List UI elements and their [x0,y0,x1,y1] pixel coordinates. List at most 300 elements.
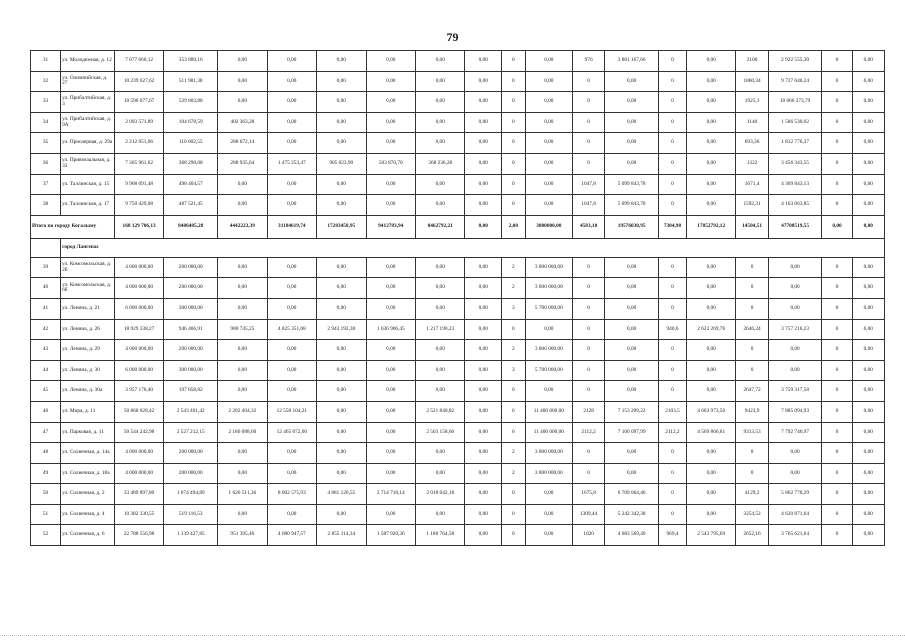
value-cell: 0 [822,504,852,525]
value-cell: 0 [736,360,768,381]
value-cell: 2 503 158,66 [415,422,464,443]
value-cell: 18 929 338,27 [114,319,163,340]
value-cell: 969,4 [659,525,687,546]
value-cell: 0,00 [686,51,735,72]
total-label: Итого по городу Когалыму [31,215,115,238]
value-cell: 0,00 [267,92,316,113]
value-cell: 0 [822,112,852,133]
value-cell: 50 868 028,42 [114,401,163,422]
total-value-cell: 47708519,55 [768,215,822,238]
value-cell: 0,00 [465,133,502,154]
value-cell: 0,00 [218,257,267,278]
value-cell: 3 757 216,23 [768,319,822,340]
value-cell: 0,00 [525,381,572,402]
value-cell: 0,00 [366,298,415,319]
value-cell: 0,00 [267,340,316,361]
value-cell: 22 788 556,98 [114,525,163,546]
value-cell: 4 680 947,57 [267,525,316,546]
value-cell: 0,00 [366,278,415,299]
value-cell: 951 395,46 [218,525,267,546]
value-cell: 0,00 [218,443,267,464]
value-cell: 3 800 000,00 [525,463,572,484]
value-cell: 1 586 530,02 [768,112,822,133]
value-cell: 3 759 317,58 [768,381,822,402]
value-cell: 3 456 343,55 [768,153,822,174]
value-cell: 7 885 094,93 [768,401,822,422]
value-cell: 0,00 [852,443,884,464]
value-cell: 200 000,00 [164,340,218,361]
value-cell: 0 [659,278,687,299]
row-number-cell: 49 [31,463,61,484]
row-number-cell: 39 [31,257,61,278]
value-cell: 5 242 342,38 [605,504,659,525]
value-cell: 402 363,28 [218,112,267,133]
address-cell: ул. Комсомольская, д. 6б [61,278,115,299]
total-value-cell: 3800000,00 [525,215,572,238]
value-cell: 0 [822,92,852,113]
value-cell: 0,00 [768,257,822,278]
value-cell: 300 000,00 [164,360,218,381]
address-cell: ул. Мира, д. 11 [61,401,115,422]
value-cell: 0 [502,112,526,133]
value-cell: 1671,4 [736,174,768,195]
value-cell: 0,00 [366,174,415,195]
total-row [31,215,885,238]
value-cell: 7 365 961,62 [114,153,163,174]
value-cell: 0,00 [852,319,884,340]
value-cell: 0,00 [317,463,366,484]
value-cell: 1 217 190,23 [415,319,464,340]
value-cell: 0,00 [852,92,884,113]
row-number-cell: 41 [31,298,61,319]
value-cell: 1860,34 [736,71,768,92]
value-cell: 200 000,00 [164,257,218,278]
value-cell: 0 [572,298,604,319]
value-cell: 0 [822,298,852,319]
value-cell: 0,00 [852,112,884,133]
value-cell: 3 801 167,66 [605,51,659,72]
value-cell: 0,00 [686,298,735,319]
value-cell: 0,00 [366,195,415,216]
value-cell: 10 596 077,67 [114,92,163,113]
value-cell: 0,00 [415,92,464,113]
table-row [31,133,885,154]
value-cell: 1322 [736,153,768,174]
value-cell: 4 603 973,50 [686,401,735,422]
table-row [31,71,885,92]
value-cell: 0 [659,195,687,216]
page-number: 79 [446,30,459,44]
value-cell: 10 382 330,55 [114,504,163,525]
address-cell: ул. Прибалтийская, д. 3 [61,92,115,113]
value-cell: 12 465 072,00 [267,422,316,443]
value-cell: 0,00 [852,525,884,546]
table-row [31,51,885,72]
value-cell: 0,00 [686,504,735,525]
table-row [31,112,885,133]
value-cell: 0,00 [465,340,502,361]
value-cell: 0,00 [218,174,267,195]
total-value-cell: 8406485,28 [164,215,218,238]
value-cell: 0,00 [317,174,366,195]
value-cell: 4 083 569,49 [605,525,659,546]
address-cell: ул. Солнечная, д. 18а [61,463,115,484]
value-cell: 0,00 [267,51,316,72]
value-cell: 0,00 [852,51,884,72]
address-cell: ул. Ленина, д. 30 [61,360,115,381]
address-cell: ул. Солнечная, д. 6 [61,525,115,546]
value-cell: 7 100 097,99 [605,422,659,443]
value-cell: 0 [659,360,687,381]
value-cell: 0,00 [852,401,884,422]
row-number-cell: 48 [31,443,61,464]
value-cell: 0,00 [218,504,267,525]
value-cell: 0 [572,133,604,154]
value-cell: 12 558 104,21 [267,401,316,422]
value-cell: 0,00 [366,51,415,72]
value-cell: 9313,53 [736,422,768,443]
value-cell: 0,00 [686,153,735,174]
value-cell: 0,00 [465,463,502,484]
value-cell: 0,00 [852,340,884,361]
value-cell: 0,00 [605,463,659,484]
value-cell: 110 602,55 [164,133,218,154]
value-cell: 0,00 [415,360,464,381]
address-cell: ул. Солнечная, д. 2 [61,484,115,505]
value-cell: 1 180 764,58 [415,525,464,546]
row-number-cell: 37 [31,174,61,195]
value-cell: 0 [572,112,604,133]
row-number-cell: 51 [31,504,61,525]
table-row [31,319,885,340]
value-cell: 1 475 253,47 [267,153,316,174]
value-cell: 6 000 000,00 [114,360,163,381]
value-cell: 0,00 [317,422,366,443]
value-cell: 4129,2 [736,484,768,505]
value-cell: 4 000 000,00 [114,278,163,299]
value-cell: 0,00 [415,381,464,402]
value-cell: 0,00 [852,504,884,525]
value-cell: 0,00 [267,174,316,195]
value-cell: 0 [502,153,526,174]
total-value-cell: 19576030,95 [605,215,659,238]
value-cell: 1675,8 [572,484,604,505]
value-cell: 0,00 [366,133,415,154]
value-cell: 0 [572,443,604,464]
value-cell: 0 [572,71,604,92]
value-cell: 2100 [736,51,768,72]
row-number-cell: 35 [31,133,61,154]
value-cell: 300 000,00 [164,298,218,319]
value-cell: 0 [502,381,526,402]
value-cell: 0,00 [465,257,502,278]
value-cell: 0,00 [267,463,316,484]
value-cell: 0,00 [686,278,735,299]
value-cell: 0,00 [218,51,267,72]
city-heading: город Лангепас [61,238,885,257]
address-cell: ул. Привокзальная, д. 33 [61,153,115,174]
value-cell: 0 [572,340,604,361]
value-cell: 0,00 [465,112,502,133]
value-cell: 0,00 [415,51,464,72]
value-cell: 0 [572,463,604,484]
value-cell: 3 957 176,40 [114,381,163,402]
value-cell: 0 [659,504,687,525]
value-cell: 0 [822,484,852,505]
value-cell: 3 800 000,00 [525,278,572,299]
value-cell: 0,00 [218,463,267,484]
value-cell: 0,00 [525,112,572,133]
value-cell: 0,00 [267,360,316,381]
value-cell: 0,00 [415,340,464,361]
value-cell: 0 [502,525,526,546]
value-cell: 498 404,57 [164,174,218,195]
value-cell: 529 803,88 [164,92,218,113]
value-cell: 104 678,59 [164,112,218,133]
row-number-cell: 32 [31,71,61,92]
value-cell: 0 [502,195,526,216]
value-cell: 368 236,28 [415,153,464,174]
table-row [31,381,885,402]
value-cell: 511 981,38 [164,71,218,92]
value-cell: 0 [572,153,604,174]
value-cell: 0,00 [605,319,659,340]
value-cell: 0,00 [852,484,884,505]
value-cell: 0,00 [415,298,464,319]
value-cell: 50 544 242,98 [114,422,163,443]
value-cell: 7 153 209,22 [605,401,659,422]
value-cell: 503 870,70 [366,153,415,174]
total-value-cell: 168 129 706,13 [114,215,163,238]
value-cell: 0,00 [525,133,572,154]
value-cell: 33 489 897,80 [114,484,163,505]
value-cell: 10 239 627,62 [114,71,163,92]
value-cell: 0 [659,443,687,464]
value-cell: 2 543 795,69 [686,525,735,546]
value-cell: 0,00 [465,319,502,340]
address-cell: ул. Комсомольская, д. 2б [61,257,115,278]
value-cell: 0 [822,51,852,72]
table-row [31,153,885,174]
row-number-cell: 50 [31,484,61,505]
value-cell: 0,00 [768,360,822,381]
value-cell: 0,00 [465,381,502,402]
value-cell: 0 [659,298,687,319]
value-cell: 0,00 [415,443,464,464]
row-number-cell: 40 [31,278,61,299]
value-cell: 0 [659,71,687,92]
value-cell: 0,00 [525,92,572,113]
value-cell: 0 [659,112,687,133]
value-cell: 2 [502,443,526,464]
value-cell: 0,00 [267,195,316,216]
value-cell: 0,00 [218,92,267,113]
value-cell: 0,00 [525,195,572,216]
address-cell: ул. Таллинская, д. 17 [61,195,115,216]
value-cell: 0,00 [605,360,659,381]
value-cell: 0,00 [852,278,884,299]
table-row [31,92,885,113]
value-cell: 4 881 120,55 [317,484,366,505]
value-cell: 0,00 [317,112,366,133]
value-cell: 519 116,53 [164,504,218,525]
value-cell: 0,00 [465,174,502,195]
value-cell: 2112,2 [572,422,604,443]
value-cell: 0,00 [317,51,366,72]
value-cell: 0,00 [366,504,415,525]
value-cell: 6 709 064,46 [605,484,659,505]
table-row [31,257,885,278]
value-cell: 0,00 [768,298,822,319]
value-cell: 0 [659,153,687,174]
value-cell: 0,00 [686,484,735,505]
value-cell: 0,00 [267,278,316,299]
value-cell: 8 002 575,93 [267,484,316,505]
value-cell: 0,00 [415,174,464,195]
value-cell: 0,00 [605,71,659,92]
value-cell: 946 466,91 [164,319,218,340]
value-cell: 0,00 [686,443,735,464]
value-cell: 2 714 718,14 [366,484,415,505]
value-cell: 2 543 401,42 [164,401,218,422]
address-cell: ул. Солнечная, д. 4 [61,504,115,525]
value-cell: 0,00 [366,257,415,278]
value-cell: 1 636 906,45 [366,319,415,340]
value-cell: 4 825 351,08 [267,319,316,340]
value-cell: 0 [822,525,852,546]
value-cell: 4 000 000,00 [114,257,163,278]
value-cell: 2646,24 [736,319,768,340]
value-cell: 0,00 [605,153,659,174]
value-cell: 0 [659,51,687,72]
value-cell: 9 727 646,24 [768,71,822,92]
value-cell: 0 [822,195,852,216]
value-cell: 0,00 [366,401,415,422]
value-cell: 0 [822,153,852,174]
value-cell: 0,00 [605,133,659,154]
value-cell: 0 [736,257,768,278]
value-cell: 9423,9 [736,401,768,422]
address-cell: ул. Ленина, д. 29 [61,340,115,361]
value-cell: 4 569 866,61 [686,422,735,443]
value-cell: 2 622 269,76 [686,319,735,340]
total-value-cell: 0,00 [822,215,852,238]
value-cell: 0,00 [317,443,366,464]
value-cell: 0 [502,71,526,92]
value-cell: 2 212 051,06 [114,133,163,154]
value-cell: 353 880,16 [164,51,218,72]
value-cell: 693,36 [736,133,768,154]
value-cell: 0,00 [852,153,884,174]
total-value-cell: 8462792,21 [415,215,464,238]
table-row [31,360,885,381]
value-cell: 0,00 [415,195,464,216]
value-cell: 0 [822,422,852,443]
total-value-cell: 4442223,39 [218,215,267,238]
value-cell: 0,00 [218,195,267,216]
value-cell: 7 792 746,97 [768,422,822,443]
value-cell: 1140 [736,112,768,133]
value-cell: 5 700 000,00 [525,360,572,381]
value-cell: 0,00 [366,92,415,113]
value-cell: 1 587 920,36 [366,525,415,546]
value-cell: 0 [659,257,687,278]
value-cell: 0,00 [686,257,735,278]
table-row [31,443,885,464]
value-cell: 2 855 114,34 [317,525,366,546]
value-cell: 0,00 [317,71,366,92]
value-cell: 0,00 [366,463,415,484]
value-cell: 2 [502,463,526,484]
value-cell: 940,6 [659,319,687,340]
value-cell: 0,00 [605,257,659,278]
value-cell: 0,00 [415,71,464,92]
value-cell: 0,00 [317,92,366,113]
value-cell: 0 [572,257,604,278]
value-cell: 0 [572,360,604,381]
row-number-cell: 52 [31,525,61,546]
value-cell: 4 000 000,00 [114,340,163,361]
value-cell: 0 [822,71,852,92]
value-cell: 0,00 [317,133,366,154]
value-cell: 0,00 [465,278,502,299]
value-cell: 0 [822,319,852,340]
value-cell: 0,00 [218,340,267,361]
value-cell: 0,00 [218,381,267,402]
value-cell: 1 674 494,89 [164,484,218,505]
table-row [31,278,885,299]
value-cell: 0,00 [852,381,884,402]
value-cell: 0,00 [525,174,572,195]
row-number-cell: 43 [31,340,61,361]
value-cell: 0,00 [267,112,316,133]
value-cell: 3 [502,360,526,381]
value-cell: 0,00 [852,463,884,484]
value-cell: 0,00 [317,195,366,216]
value-cell: 0,00 [768,278,822,299]
value-cell: 2112,2 [659,422,687,443]
value-cell: 0 [822,463,852,484]
value-cell: 0,00 [686,360,735,381]
value-cell: 0,00 [852,71,884,92]
value-cell: 0,00 [605,443,659,464]
value-cell: 0,00 [768,463,822,484]
value-cell: 4 000 000,00 [114,463,163,484]
value-cell: 0,00 [525,319,572,340]
value-cell: 1 139 427,85 [164,525,218,546]
total-row-group [31,215,885,257]
total-value-cell: 17852792,12 [686,215,735,238]
value-cell: 0,00 [525,51,572,72]
value-cell: 0 [502,174,526,195]
table-row [31,298,885,319]
value-cell: 3 800 000,00 [525,340,572,361]
value-cell: 0,00 [267,504,316,525]
value-cell: 0,00 [605,278,659,299]
value-cell: 0,00 [465,401,502,422]
value-cell: 0,00 [218,360,267,381]
value-cell: 1020 [572,525,604,546]
value-cell: 3 800 000,00 [525,257,572,278]
value-cell: 0,00 [465,504,502,525]
value-cell: 0 [659,484,687,505]
value-cell: 905 023,90 [317,153,366,174]
value-cell: 0 [572,381,604,402]
value-cell: 2 [502,257,526,278]
total-value-cell: 0,00 [852,215,884,238]
value-cell: 0,00 [415,112,464,133]
table-row [31,484,885,505]
